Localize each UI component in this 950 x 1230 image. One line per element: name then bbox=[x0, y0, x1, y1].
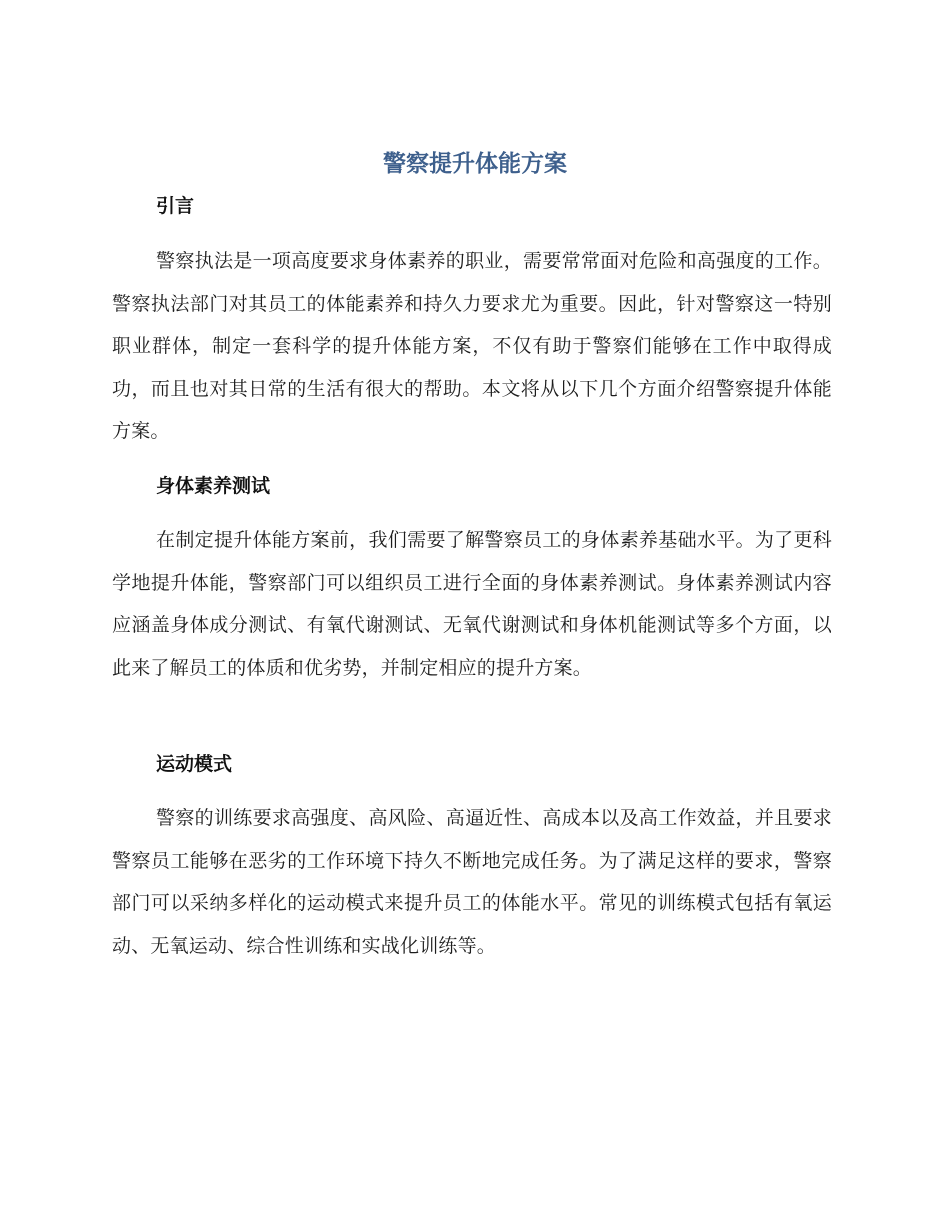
section-heading-exercise-modes: 运动模式 bbox=[156, 753, 233, 775]
section-paragraph-exercise-modes: 警察的训练要求高强度、高风险、高逼近性、高成本以及高工作效益，并且要求警察员工能够在恶劣的工作环境下持久不断地完成任务。为了满足这样的要求，警察部门可以采纳多样化的运动模式来提升员工的体能水平。常见的训练模式包括有氧运动、无氧运动、综合性训练和实战化训练等。 bbox=[112, 807, 832, 957]
section-paragraph-introduction: 警察执法是一项高度要求身体素养的职业，需要常常面对危险和高强度的工作。警察执法部门对其员工的体能素养和持久力要求尤为重要。因此，针对警察这一特别职业群体，制定一套科学的提升体能方案，不仅有助于警察们能够在工作中取得成功，而且也对其日常的生活有很大的帮助。本文将从以下几个方面介绍警察提升体能方案。 bbox=[112, 250, 832, 442]
section-heading-introduction: 引言 bbox=[156, 195, 195, 217]
section-heading-fitness-test: 身体素养测试 bbox=[156, 475, 271, 497]
section-paragraph-fitness-test: 在制定提升体能方案前，我们需要了解警察员工的身体素养基础水平。为了更科学地提升体能，警察部门可以组织员工进行全面的身体素养测试。身体素养测试内容应涵盖身体成分测试、有氧代谢测试、无氧代谢测试和身体机能测试等多个方面，以此来了解员工的体质和优劣势，并制定相应的提升方案。 bbox=[112, 529, 832, 679]
document-title: 警察提升体能方案 bbox=[383, 151, 567, 177]
